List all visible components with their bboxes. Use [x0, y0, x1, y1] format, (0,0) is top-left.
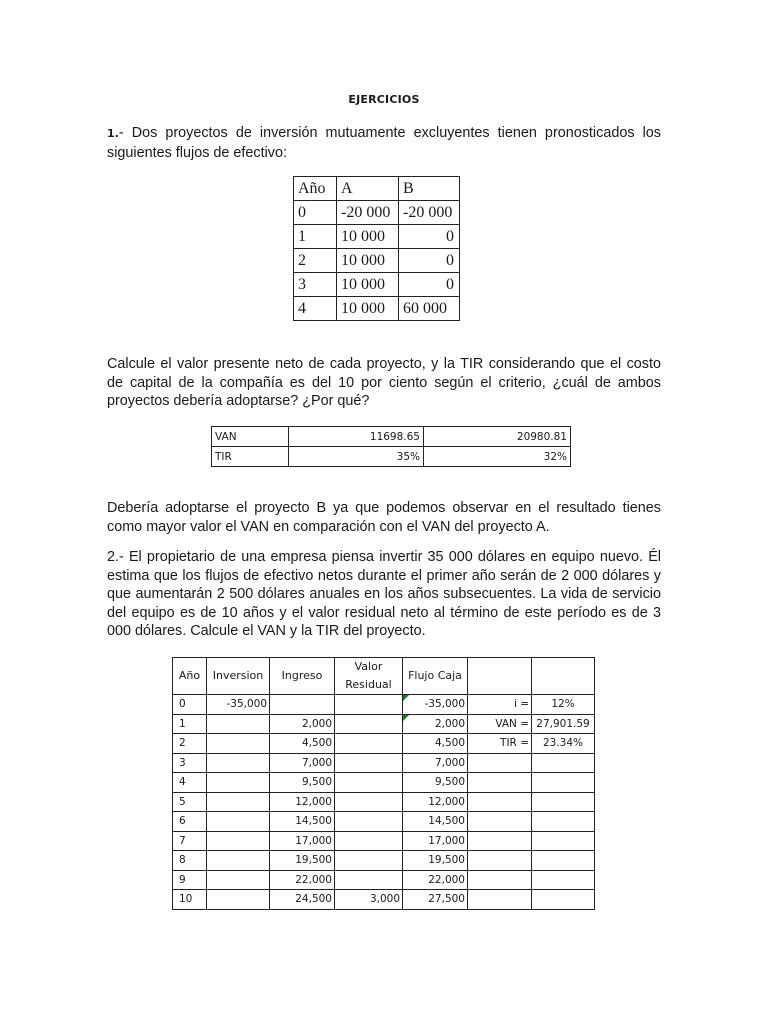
table-cell: TIR	[212, 447, 289, 467]
table-cell: 11698.65	[289, 427, 424, 447]
table-cell	[335, 831, 403, 851]
table-cell	[270, 695, 335, 715]
table-header-row	[173, 658, 595, 695]
table-cell	[532, 753, 595, 773]
table-cell	[468, 870, 532, 890]
table-cell	[468, 773, 532, 793]
table-cell	[207, 734, 270, 754]
table-row	[294, 225, 460, 249]
exercise-1-intro	[107, 124, 661, 162]
table-row	[173, 734, 595, 754]
table-cell: 10	[173, 890, 207, 910]
table-cell: 10 000	[337, 273, 399, 297]
table-cell: 35%	[289, 447, 424, 467]
table-cell: 3	[173, 753, 207, 773]
table-cell	[468, 753, 532, 773]
table-cell: 10 000	[337, 297, 399, 321]
table-cell	[335, 851, 403, 871]
table-cell: 1	[294, 225, 337, 249]
table-cell: VAN	[212, 427, 289, 447]
table-cell	[532, 851, 595, 871]
table-cell	[468, 890, 532, 910]
table-cell	[468, 812, 532, 832]
table-cell	[335, 870, 403, 890]
table-header-row	[294, 177, 460, 201]
table-cell: 20980.81	[424, 427, 571, 447]
table-cell	[335, 695, 403, 715]
table-cell: 27,500	[403, 890, 468, 910]
table-row	[173, 831, 595, 851]
table-row	[294, 249, 460, 273]
table-cell	[532, 773, 595, 793]
table-row	[173, 870, 595, 890]
header-cell	[532, 658, 595, 695]
table-row	[173, 851, 595, 871]
table-cell	[207, 753, 270, 773]
table-row	[173, 773, 595, 793]
results-table	[211, 426, 571, 467]
table-cell: 14,500	[403, 812, 468, 832]
header-cell: Año	[294, 177, 337, 201]
header-cell: A	[337, 177, 399, 201]
table-row	[173, 812, 595, 832]
exercise-1-intro-text: - Dos proyectos de inversión mutuamente excluyentes tienen pronosticados los siguientes flujos de efectivo:	[107, 125, 661, 161]
table-row	[294, 201, 460, 225]
table-cell: 6	[173, 812, 207, 832]
table-cell: 19,500	[270, 851, 335, 871]
table-cell	[532, 870, 595, 890]
table-cell: 7,000	[403, 753, 468, 773]
exercise-1-answer: Debería adoptarse el proyecto B ya que podemos observar en el resultado tienes como mayor valor el VAN en comparación con el VAN del proyecto A.	[107, 500, 661, 535]
table-cell: 0	[399, 249, 460, 273]
table-cell	[532, 812, 595, 832]
table-cell: 8	[173, 851, 207, 871]
header-cell: Flujo Caja	[403, 658, 468, 695]
table-cell: 0	[173, 695, 207, 715]
header-cell: Año	[173, 658, 207, 695]
table-cell	[468, 851, 532, 871]
table-row	[294, 273, 460, 297]
table-cell: 22,000	[403, 870, 468, 890]
table-cell: 24,500	[270, 890, 335, 910]
table-cell: 4	[173, 773, 207, 793]
page-title: EJERCICIOS	[348, 93, 420, 106]
cash-flow-table	[293, 176, 460, 321]
table-cell	[335, 812, 403, 832]
table-cell: 7	[173, 831, 207, 851]
table-cell: -35,000	[207, 695, 270, 715]
table-cell: 10 000	[337, 225, 399, 249]
header-cell: Valor Residual	[335, 658, 403, 695]
table-cell: 2,000	[270, 714, 335, 734]
table-cell	[335, 773, 403, 793]
table-cell	[335, 734, 403, 754]
table-cell: 4	[294, 297, 337, 321]
table-cell: 10 000	[337, 249, 399, 273]
table-cell	[207, 890, 270, 910]
table-cell: -20 000	[337, 201, 399, 225]
table-row	[173, 714, 595, 734]
table-cell: 19,500	[403, 851, 468, 871]
table-row	[294, 297, 460, 321]
table-cell: 32%	[424, 447, 571, 467]
table-cell: 12%	[532, 695, 595, 715]
table-cell: VAN =	[468, 714, 532, 734]
table-cell	[468, 831, 532, 851]
table-cell: 17,000	[270, 831, 335, 851]
table-cell: -35,000	[403, 695, 468, 715]
table-cell	[335, 792, 403, 812]
table-cell	[468, 792, 532, 812]
header-cell	[468, 658, 532, 695]
table-cell: 4,500	[270, 734, 335, 754]
table-cell: 60 000	[399, 297, 460, 321]
table-cell	[207, 773, 270, 793]
table-cell	[532, 792, 595, 812]
table-cell	[207, 851, 270, 871]
table-cell: 27,901.59	[532, 714, 595, 734]
table-row	[212, 427, 571, 447]
table-cell	[207, 812, 270, 832]
table-cell: 7,000	[270, 753, 335, 773]
table-cell: TIR =	[468, 734, 532, 754]
table-cell: 4,500	[403, 734, 468, 754]
table-row	[212, 447, 571, 467]
table-row	[173, 792, 595, 812]
table-cell	[207, 831, 270, 851]
table-cell	[207, 792, 270, 812]
table-cell	[532, 831, 595, 851]
table-cell	[207, 714, 270, 734]
table-cell: 2	[173, 734, 207, 754]
exercise-1-number: 1.	[107, 127, 119, 140]
table-cell: 9	[173, 870, 207, 890]
table-cell: 23.34%	[532, 734, 595, 754]
table-cell: 0	[399, 225, 460, 249]
table-cell: 1	[173, 714, 207, 734]
table-cell	[335, 753, 403, 773]
table-cell: 17,000	[403, 831, 468, 851]
table-cell: 9,500	[270, 773, 335, 793]
header-cell: B	[399, 177, 460, 201]
table-cell: 22,000	[270, 870, 335, 890]
header-cell: Inversion	[207, 658, 270, 695]
table-row	[173, 753, 595, 773]
table-cell: 2,000	[403, 714, 468, 734]
header-cell: Ingreso	[270, 658, 335, 695]
table-cell: 0	[399, 273, 460, 297]
table-cell	[532, 890, 595, 910]
table-cell: 3,000	[335, 890, 403, 910]
table-cell: 9,500	[403, 773, 468, 793]
table-cell	[207, 870, 270, 890]
table-row	[173, 695, 595, 715]
table-cell: 0	[294, 201, 337, 225]
table-cell	[335, 714, 403, 734]
table-cell: 2	[294, 249, 337, 273]
table-row	[173, 890, 595, 910]
project-cash-flow-table	[172, 657, 595, 910]
table-cell: i =	[468, 695, 532, 715]
table-cell: -20 000	[399, 201, 460, 225]
table-cell: 3	[294, 273, 337, 297]
table-cell: 14,500	[270, 812, 335, 832]
table-cell: 5	[173, 792, 207, 812]
table-cell: 12,000	[403, 792, 468, 812]
table-cell: 12,000	[270, 792, 335, 812]
exercise-1-question: Calcule el valor presente neto de cada proyecto, y la TIR considerando que el costo de capital de la compañía es del 10 por ciento según el criterio, ¿cuál de ambos proyectos debería adoptarse? ¿Por qué?	[107, 356, 661, 410]
exercise-2-text: 2.- El propietario de una empresa piensa invertir 35 000 dólares en equipo nuevo. Él estima que los flujos de efectivo netos durante el primer año serán de 2 000 dólares y que aumentarán 2 500 dólares anuales en los años subsecuentes. La vida de servicio del equipo es de 10 años y el valor residual neto al término de este período es de 3 000 dólares. Calcule el VAN y la TIR del proyecto.	[107, 549, 661, 640]
